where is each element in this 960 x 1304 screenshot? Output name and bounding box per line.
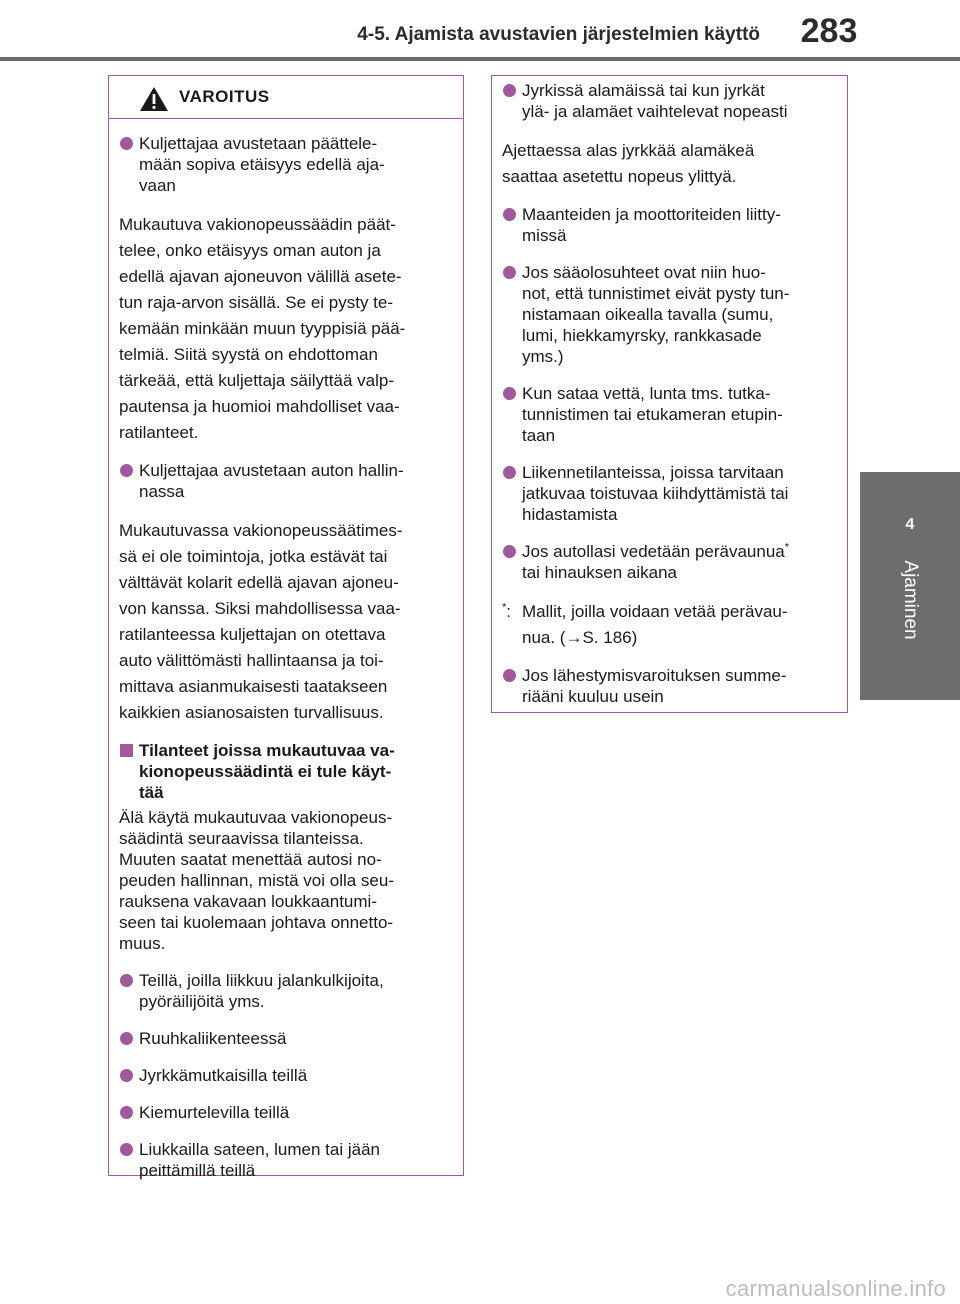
warning-box — [108, 75, 464, 1180]
list-item: Jyrkkämutkaisilla teillä — [119, 1065, 451, 1086]
paragraph: Älä käytä mukautuvaa vakionopeus- säädintä seuraavissa tilanteissa. Muuten saatat menettää autosi no- peuden hallinnan, mistä voi olla seu- rauksena vakavaan loukkaantumi- seen tai kuolemaan johtava onnetto- muus. — [119, 808, 395, 953]
paragraph: Mukautuvassa vakionopeussäätimes- sä ei ole toimintoja, jotka estävät tai välttävät kolarit edellä ajavan ajoneu- von kanssa. Siksi mahdollisessa vaa- ratilanteessa kuljettajan on otettava auto välittömästi hallintaansa ja toi- mittava asianmukaisesti taatakseen kaikkien asianosaisten turvallisuus. — [119, 521, 403, 722]
list-item: Kuljettajaa avustetaan päättele- mään sopiva etäisyys edellä aja- vaan — [119, 133, 451, 196]
footnote-colon: : — [506, 602, 512, 621]
list-item: Teillä, joilla liikkuu jalankulkijoita, pyöräilijöitä yms. — [119, 970, 451, 1012]
footnote-asterisk: * — [784, 541, 790, 554]
page-number: 283 — [800, 12, 858, 50]
chapter-tab — [860, 472, 960, 700]
warning-box-continued — [491, 75, 848, 713]
list-item: Liukkailla sateen, lumen tai jään peittämillä teillä — [119, 1139, 451, 1181]
chapter-label: Ajaminen — [900, 560, 921, 640]
paragraph: Mukautuva vakionopeussäädin päät- telee, onko etäisyys oman auton ja edellä ajavan ajoneuvon välillä asete- tun raja-arvon sisällä. Se ei pysty te- kemään minkään muun tyyppisiä pää- telmiä. Siitä syystä on ehdottoman tärkeää, että kuljettaja säilyttää valp- pautensa ja huomioi mahdolliset vaa- ratilanteet. — [119, 215, 406, 442]
list-item-text: tai hinauksen aikana — [522, 563, 678, 582]
list-item: Jos sääolosuhteet ovat niin huo- not, että tunnistimet eivät pysty tun- nistamaan oikealla tavalla (sumu, lumi, hiekkamyrsky, rankkasade yms.) — [502, 262, 835, 367]
list-item — [502, 541, 835, 583]
list-item: Kuljettajaa avustetaan auton hallin- nassa — [119, 460, 451, 502]
footnote-marker: * — [502, 601, 507, 614]
warning-title: VAROITUS — [179, 87, 270, 106]
header-rule — [0, 57, 960, 61]
section-title: 4-5. Ajamista avustavien järjestelmien käyttö — [357, 24, 760, 45]
paragraph: Ajettaessa alas jyrkkää alamäkeä saattaa asetettu nopeus ylittyä. — [502, 141, 755, 186]
warning-triangle-icon — [139, 86, 169, 112]
list-item: Liikennetilanteissa, joissa tarvitaan jatkuvaa toistuvaa kiihdyttämistä tai hidastamista — [502, 462, 835, 525]
footnote-text: nua. (→S. 186) — [522, 628, 638, 647]
footnote — [502, 599, 835, 651]
list-item: Ruuhkaliikenteessä — [119, 1028, 451, 1049]
list-item-text: Jos autollasi vedetään perävaunua — [522, 542, 785, 561]
footnote-text: Mallit, joilla voidaan vetää perävau- — [522, 602, 788, 621]
watermark-link[interactable]: carmanualsonline.info — [725, 1276, 946, 1301]
list-item: Jos lähestymisvaroituksen summe- riääni kuuluu usein — [502, 665, 835, 707]
chapter-number: 4 — [905, 516, 915, 533]
section-heading: Tilanteet joissa mukautuvaa va- kionopeussäädintä ei tule käyt- tää — [119, 740, 451, 803]
list-item: Jyrkissä alamäissä tai kun jyrkät ylä- ja alamäet vaihtelevat nopeasti — [502, 80, 835, 122]
list-item: Maanteiden ja moottoriteiden liitty- missä — [502, 204, 835, 246]
list-item: Kun sataa vettä, lunta tms. tutka- tunnistimen tai etukameran etupin- taan — [502, 383, 835, 446]
warning-header — [109, 76, 463, 119]
list-item: Kiemurtelevilla teillä — [119, 1102, 451, 1123]
